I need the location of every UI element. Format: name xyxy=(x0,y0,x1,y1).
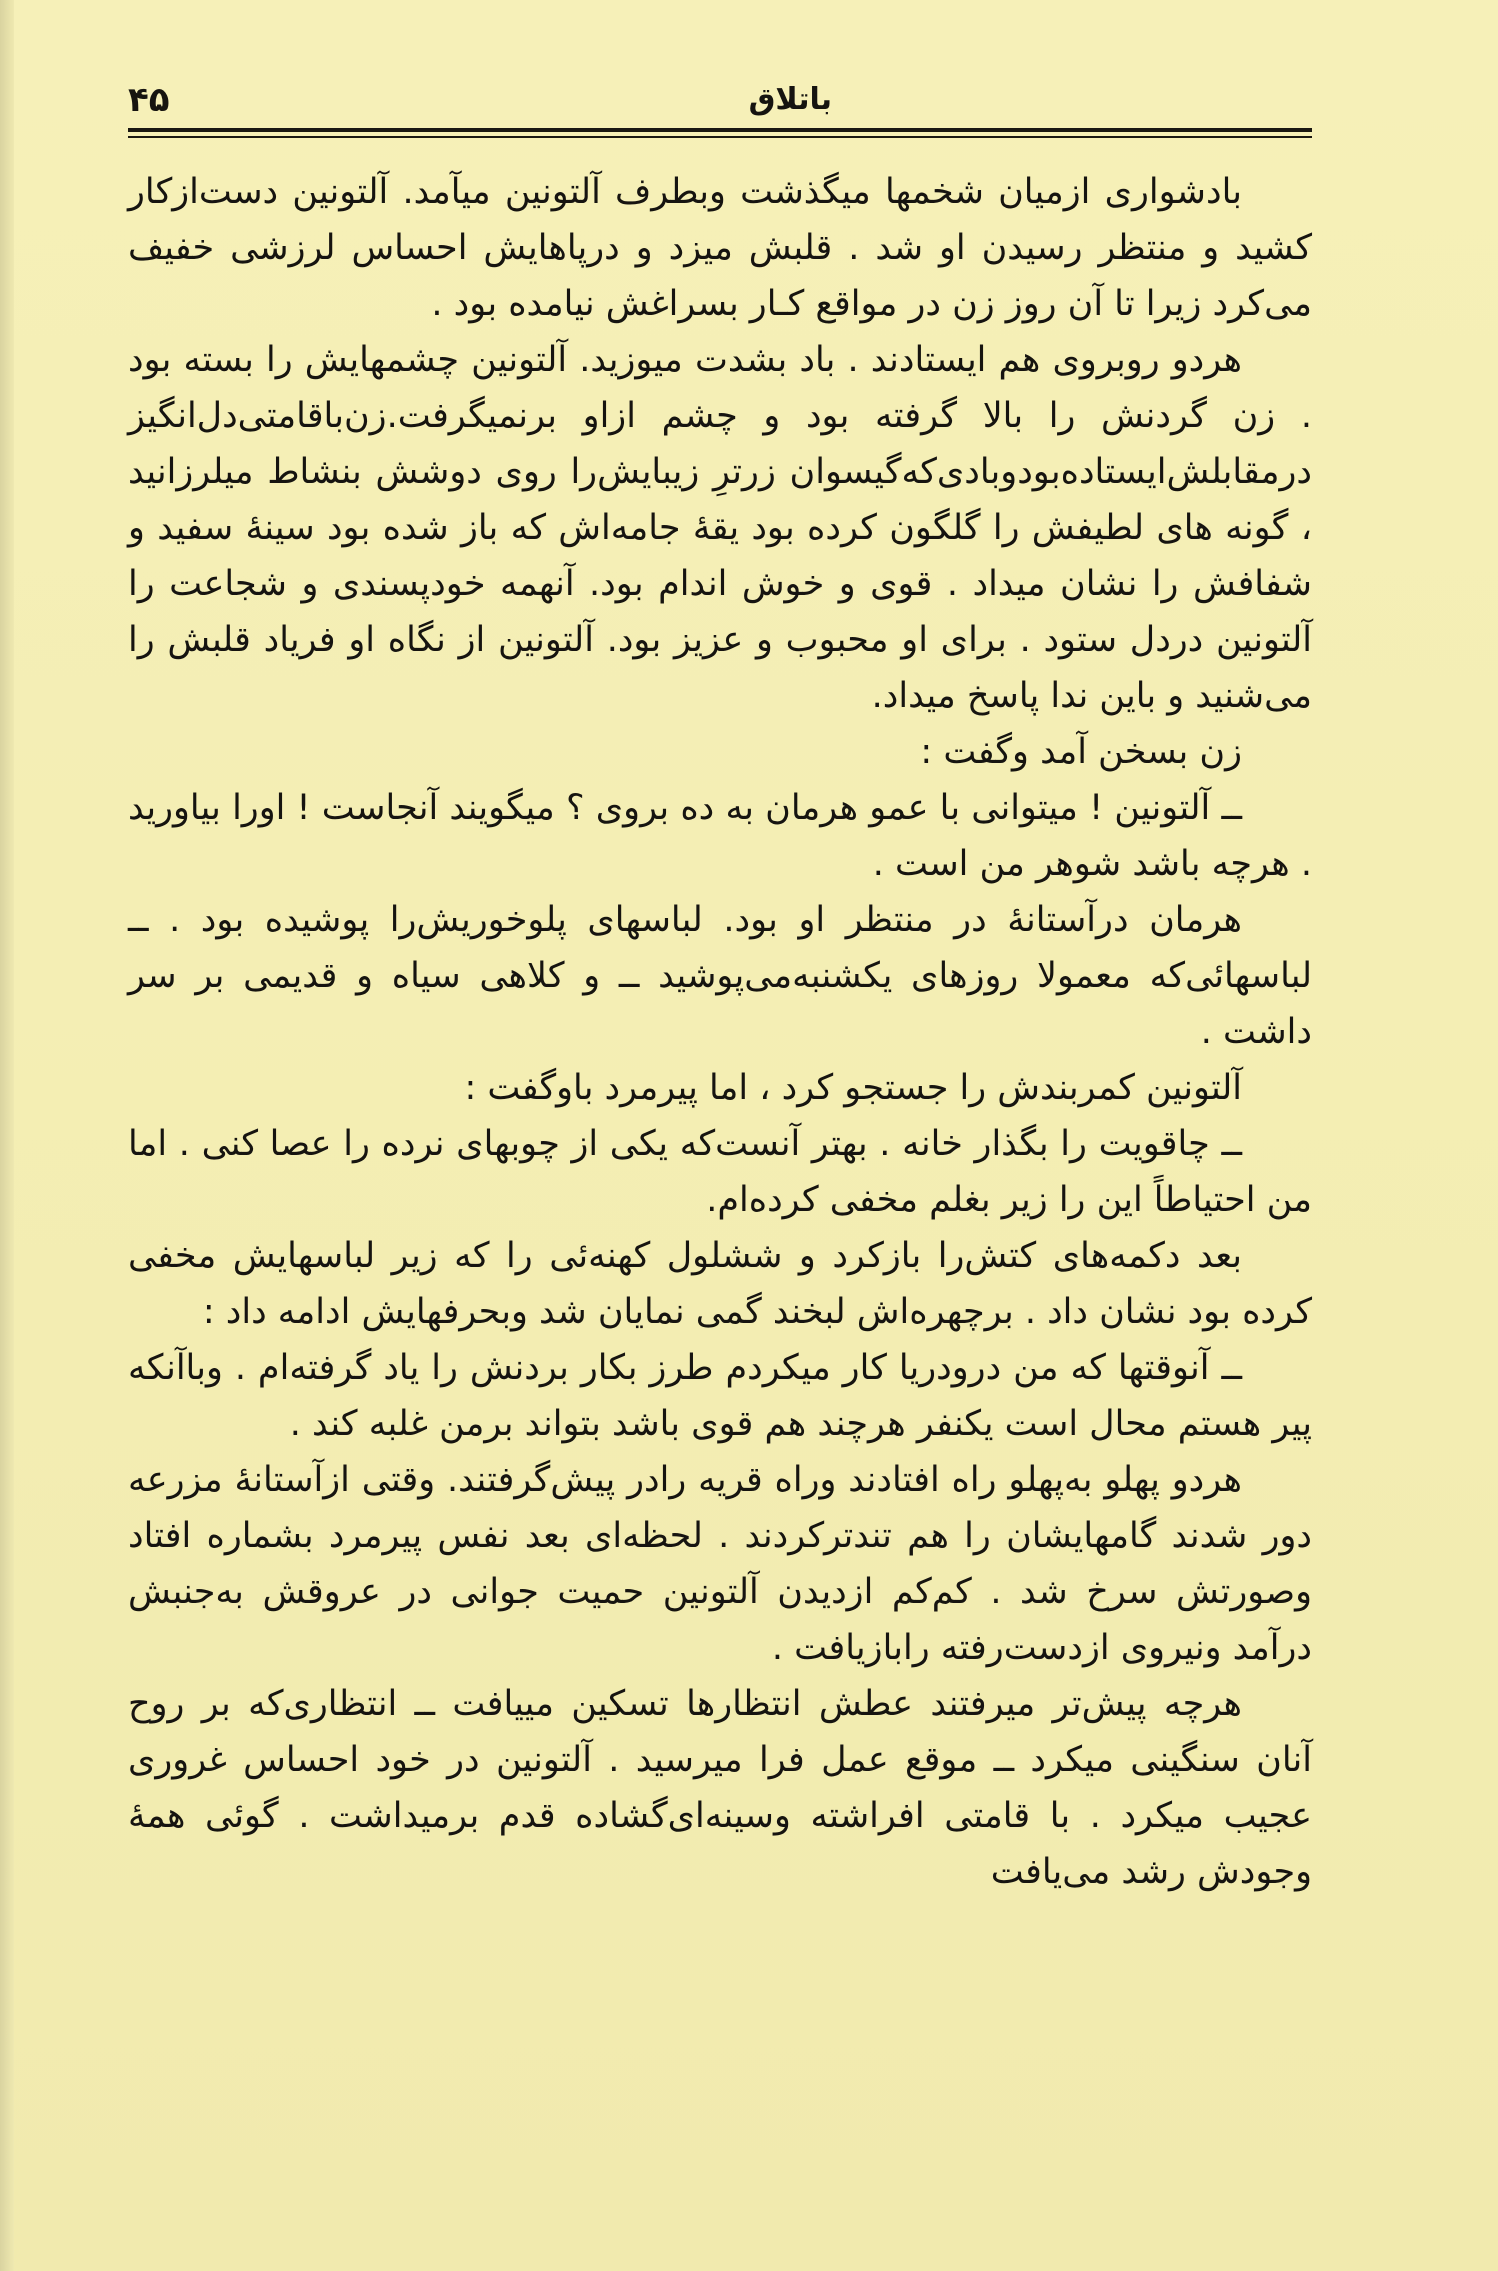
paragraph: زن بسخن آمد وگفت : xyxy=(920,732,1242,772)
page-binding-edge xyxy=(0,0,14,2271)
paragraph: آلتونین کمربندش را جستجو کرد ، اما پیرمرد باوگفت : xyxy=(464,1068,1242,1108)
header-rule-thin xyxy=(128,136,1312,138)
page-number: ۴۵ xyxy=(128,80,170,120)
page-header xyxy=(128,82,1312,122)
paragraph: هرچه پیش‌تر میرفتند عطش انتظارها تسکین مییافت ــ انتظاری‌که بر روح آنان سنگینی میکرد ــ موقع عمل فرا میرسید . آلتونین در خود احساس غروری عجیب میکرد . با قامتی افراشته وسینه‌ای‌گشاده قدم برمیداشت . گوئی همهٔ وجودش رشد می‌یافت xyxy=(128,1684,1312,1892)
paragraph: بعد دکمه‌های کتش‌را بازکرد و ششلول کهنه‌ئی را که زیر لباسهایش مخفی کرده بود نشان داد . برچهره‌اش لبخند گمی نمایان شد وبحرفهایش ادامه داد : xyxy=(128,1236,1312,1332)
running-title: باتلاق xyxy=(748,82,832,117)
paragraph: بادشواری ازمیان شخمها میگذشت وبطرف آلتونین میآمد. آلتونین دست‌ازکار کشید و منتظر رسیدن او شد . قلبش میزد و درپاهایش احساس لرزشی خفیف می‌کرد زیرا تا آن روز زن در مواقع کـار بسراغش نیامده بود . xyxy=(128,172,1312,324)
paragraph: هردو پهلو به‌پهلو راه افتادند وراه قریه رادر پیش‌گرفتند. وقتی ازآستانهٔ مزرعه دور شدند گامهایشان را هم تندترکردند . لحظه‌ای بعد نفس پیرمرد بشماره افتاد وصورتش سرخ شد . کم‌کم ازدیدن آلتونین حمیت جوانی در عروقش به‌جنبش درآمد ونیروی ازدست‌رفته راباز‌یافت . xyxy=(128,1460,1312,1668)
paragraph: هردو روبروی هم ایستادند . باد بشدت میوزید. آلتونین چشمهایش را بسته بود . زن گردنش را بالا گرفته بود و چشم ازاو برنمیگرفت.زن‌باقامتی‌دل‌انگیز درمقابلش‌ایستاده‌بودوبادی‌که‌گیسوان زرترِ زیبایش‌را روی دوشش بنشاط میلرزانید ، گونه های لطیفش را گلگون کرده بود یقهٔ جامه‌اش که باز شده بود سینهٔ سفید و شفافش را نشان میداد . قوی و خوش اندام بود. آنهمه خودپسندی و شجاعت را آلتونین دردل ستود . برای او محبوب و عزیز بود. آلتونین از نگاه او فریاد قلبش را می‌شنید و باین ندا پاسخ میداد. xyxy=(128,340,1312,716)
header-rule-thick xyxy=(128,128,1312,132)
paragraph: ــ چاقویت را بگذار خانه . بهتر آنست‌که یکی از چوبهای نرده را عصا کنی . اما من احتیاطاً این را زیر بغلم مخفی کرده‌ام. xyxy=(128,1124,1312,1220)
paragraph: ــ آلتونین ! میتوانی با عمو هرمان به ده بروی ؟ میگویند آنجاست ! اورا بیاورید . هرچه باشد شوهر من است . xyxy=(128,788,1312,884)
paragraph: ــ آنوقتها که من درودریا کار میکردم طرز بکار بردنش را یاد گرفته‌ام . وباآنکه پیر هستم محال است یکنفر هرچند هم قوی باشد بتواند برمن غلبه کند . xyxy=(128,1348,1312,1444)
body-text xyxy=(128,164,1312,1900)
paragraph: هرمان درآستانهٔ در منتظر او بود. لباسهای پلوخوریش‌را پوشیده بود . ــ لباسهائی‌که معمولا روزهای یکشنبه‌می‌پوشید ــ و کلاهی سیاه و قدیمی بر سر داشت . xyxy=(128,900,1312,1052)
